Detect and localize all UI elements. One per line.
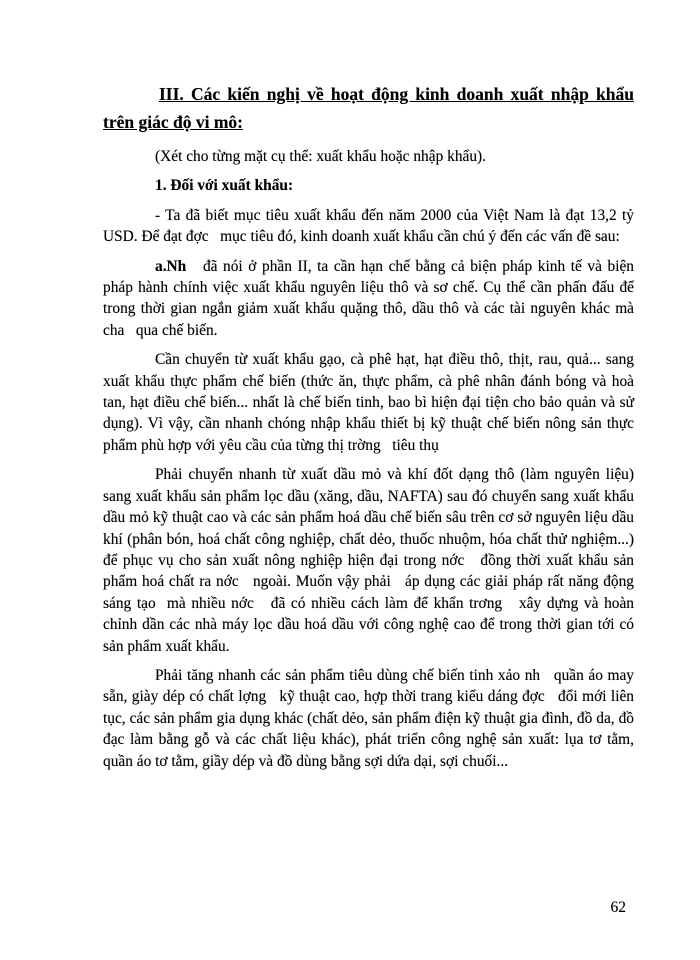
paragraph-a-prefix: a.Nh (155, 257, 187, 275)
paragraph-food-processing: Cần chuyển từ xuất khẩu gạo, cà phê hạt, hạt điều thô, thịt, rau, quả... sang xuất khẩu thực phẩm chế biến (thức ăn, thực phẩm, cà phê nhân đánh bóng và hoà tan, hạt điều chế biến... nhất là chế biến tinh, bao bì hiện đại tiện cho bảo quản và sử dụng). Vì vậy, cần nhanh chóng nhập khẩu thiết bị kỹ thuật chế biến nông sản thực phẩm phù hợp với yêu cầu của từng thị trờng tiêu thụ (103, 351, 634, 454)
text-block (103, 80, 634, 780)
page-number: 62 (610, 899, 626, 916)
section-heading: III. Các kiến nghị về hoạt động kinh doanh xuất nhập khẩu trên giác độ vi mô: (103, 84, 634, 132)
section-1-title: 1. Đối với xuất khẩu: (155, 177, 294, 195)
paragraph-consumer-goods: Phải tăng nhanh các sản phẩm tiêu dùng chế biến tinh xảo nh quần áo may sẵn, giày dép có chất lợng kỹ thuật cao, hợp thời trang kiểu dáng đợc đổi mới liên tục, các sản phẩm gia dụng khác (chất dẻo, sản phẩm điện kỹ thuật gia đình, đồ da, đồ đạc làm bằng gỗ và các chất liệu khác), phát triển công nghệ sản xuất: lụa tơ tằm, quần áo tơ tằm, giầy dép và đồ dùng bằng sợi dứa dại, sợi chuối... (103, 666, 634, 770)
paragraph-oil-petrochemical: Phải chuyển nhanh từ xuất dầu mỏ và khí đốt dạng thô (làm nguyên liệu) sang xuất khẩu sản phẩm lọc dầu (xăng, dầu, NAFTA) sau đó chuyển sang xuất khẩu dầu mỏ kỹ thuật cao và các sản phẩm hoá dầu chế biến sâu trên cơ sở nguyên liệu dầu khí (phân bón, hoá chất công nghiệp, chất dẻo, thuốc nhuộm, hóa chất thử nghiệm...) để phục vụ cho sản xuất nông nghiệp hiện đại trong nớc đồng thời xuất khẩu sản phẩm hoá chất ra nớc ngoài. Muốn vậy phải áp dụng các giải pháp rất năng động sáng tạo mà nhiều nớc đã có nhiều cách làm để khẩn trơng xây dựng và hoàn chỉnh dần các nhà máy lọc dầu hoá dầu với công nghệ cao để trong thời gian tới có sản phẩm xuất khẩu. (103, 466, 634, 655)
paragraph-export-target: - Ta đã biết mục tiêu xuất khẩu đến năm 2000 của Việt Nam là đạt 13,2 tỷ USD. Để đạt đợc mục tiêu đó, kinh doanh xuất khẩu cần chú ý đến các vấn đề sau: (103, 206, 634, 246)
paragraph-a-text: đã nói ở phần II, ta cần hạn chế bằng cả biện pháp kinh tế và biện pháp hành chính việc xuất khẩu nguyên liệu thô và sơ chế. Cụ thể cần phấn đấu để trong thời gian ngắn giảm xuất khẩu quặng thô, dầu thô và các tài nguyên khác mà cha qua chế biến. (103, 257, 634, 339)
paragraph-a-raw-material-restriction (103, 256, 634, 342)
paragraph-intro: (Xét cho từng mặt cụ thể: xuất khẩu hoặc nhập khẩu). (155, 148, 487, 165)
